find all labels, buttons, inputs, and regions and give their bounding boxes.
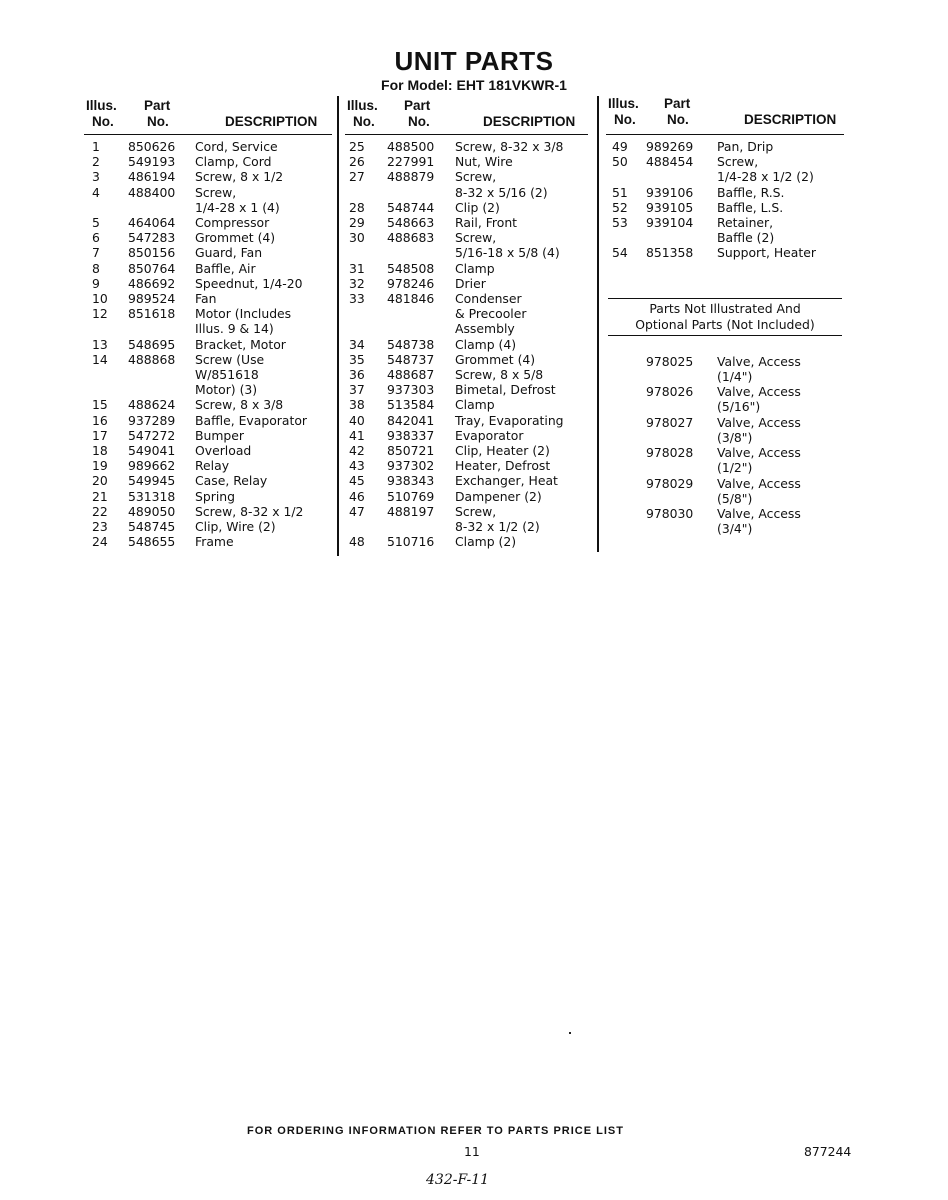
illus-number: 2 [92,154,100,170]
part-number: 548744 [387,199,435,215]
table-row [84,443,332,458]
part-number: 488624 [128,397,176,413]
table-row [345,169,588,184]
part-description: Valve, Access [717,506,801,521]
illus-number: 28 [349,199,365,215]
part-number: 510769 [387,488,435,504]
table-row [345,337,588,352]
table-row [84,337,332,352]
table-row [84,139,332,154]
illus-number: 49 [612,139,628,154]
part-description: Screw, [455,230,497,246]
part-number: 939104 [646,215,694,230]
part-description: 8-32 x 5/16 (2) [455,184,548,200]
table-row [84,215,332,230]
part-description: Clamp (4) [455,336,517,352]
illus-number: 9 [92,275,100,291]
illus-number: 52 [612,199,628,215]
part-description: Baffle, Evaporator [195,412,307,428]
ordering-note: FOR ORDERING INFORMATION REFER TO PARTS PRICE LIST [247,1125,624,1137]
part-size: (3/8") [717,429,753,445]
description-header: DESCRIPTION [225,114,318,129]
part-description: Screw, [455,169,497,185]
illus-number: 3 [92,169,100,185]
part-description: 8-32 x 1/2 (2) [455,519,540,534]
part-description: Fan [195,291,217,306]
part-number: 989524 [128,291,176,306]
illus-header: Illus. [347,98,378,113]
illus-number: 17 [92,427,108,443]
part-number: 978028 [646,445,694,461]
part-description: Cord, Service [195,139,278,154]
part-description: Case, Relay [195,473,268,489]
part-description: Valve, Access [717,384,801,400]
part-number: 547272 [128,427,176,443]
table-row [84,473,332,488]
table-row [84,154,332,169]
part-description: Condenser [455,291,522,306]
part-description: Evaporator [455,427,524,443]
table-row [345,397,588,412]
illus-number: 10 [92,291,108,306]
column-header: Illus. No. Part No. DESCRIPTION [606,96,844,135]
table-row [84,291,332,306]
part-description: Nut, Wire [455,154,513,170]
illus-number: 35 [349,351,365,367]
part-description: Screw, 8-32 x 3/8 [455,139,564,154]
part-description: Screw, 8 x 5/8 [455,367,544,382]
table-row [84,261,332,276]
part-description: 1/4-28 x 1/2 (2) [717,169,814,185]
part-number: 851618 [128,306,176,322]
part-header: Part [144,98,171,113]
part-number: 549193 [128,154,176,170]
description-header: DESCRIPTION [744,112,837,127]
table-row [84,245,332,260]
table-row [84,519,332,534]
part-description: Tray, Evaporating [455,412,564,428]
part-number: 486194 [128,169,176,185]
part-number: 488879 [387,169,435,185]
part-number: 989662 [128,458,176,474]
part-size: (3/4") [717,521,753,536]
illus-number: 29 [349,215,365,230]
page-title: UNIT PARTS [394,46,554,76]
illus-number: 30 [349,230,365,246]
table-row [84,352,332,367]
table-row [345,245,588,260]
illus-number: 50 [612,154,628,170]
illus-number: 19 [92,458,108,474]
part-description: Valve, Access [717,414,801,430]
illus-header: Illus. [86,98,117,113]
part-description: Clamp [455,397,495,413]
part-description: Baffle, L.S. [717,199,784,215]
table-row [84,413,332,428]
table-row [606,139,844,154]
table-row [345,200,588,215]
parts-column-3 [606,96,844,261]
table-row [345,519,588,534]
illus-number: 33 [349,291,365,306]
part-number: 978246 [387,275,435,291]
part-description: Dampener (2) [455,488,542,504]
part-number: 978030 [646,506,694,521]
part-number: 842041 [387,412,435,428]
illus-number: 43 [349,458,365,474]
part-description: Motor (Includes [195,306,292,322]
table-row [84,306,332,321]
part-number: 488454 [646,154,694,170]
table-row [345,352,588,367]
illus-number: 32 [349,275,365,291]
table-row [84,169,332,184]
part-description: Clamp [455,260,495,276]
optional-parts-heading: Parts Not Illustrated And Optional Parts (Not Included) [635,301,815,332]
illus-number: 31 [349,260,365,276]
part-number: 850764 [128,260,176,276]
illus-number: 18 [92,443,108,458]
part-description: Support, Heater [717,245,816,261]
part-description: & Precooler [455,306,527,322]
illus-number: 15 [92,397,108,413]
table-row [345,230,588,245]
illus-number: 20 [92,473,108,489]
document-number: 877244 [804,1144,852,1159]
part-number: 488687 [387,367,435,382]
illus-number: 25 [349,139,365,154]
table-row [345,534,588,549]
part-description: Speednut, 1/4-20 [195,275,303,291]
table-row [606,200,844,215]
table-row [84,504,332,519]
part-description: Screw, 8 x 1/2 [195,169,284,185]
part-number: 549041 [128,443,176,458]
part-description: Assembly [455,321,515,337]
part-description: Screw, [195,184,237,200]
illus-number: 38 [349,397,365,413]
part-number: 489050 [128,503,176,519]
part-description: Valve, Access [717,445,801,461]
part-description: W/851618 [195,367,259,382]
illus-number: 47 [349,503,365,519]
table-row [345,215,588,230]
part-size: (5/8") [717,490,753,506]
illus-number: 45 [349,473,365,489]
table-row [84,428,332,443]
part-number: 548737 [387,351,435,367]
part-size: (1/2") [717,460,753,476]
part-number: 937302 [387,458,435,474]
part-description: Clip, Wire (2) [195,519,276,534]
part-size: (1/4") [717,369,753,384]
part-number: 488400 [128,184,176,200]
part-number: 481846 [387,291,435,306]
illus-number: 6 [92,230,100,246]
part-number: 548655 [128,534,176,550]
part-number: 486692 [128,275,176,291]
part-description: Retainer, [717,215,774,230]
illus-number: 37 [349,382,365,398]
page-number: 11 [464,1144,480,1159]
illus-number: 41 [349,427,365,443]
part-number: 531318 [128,488,176,504]
illus-number: 40 [349,412,365,428]
part-number: 513584 [387,397,435,413]
illus-number: 36 [349,367,365,382]
part-number: 510716 [387,534,435,550]
illus-number: 12 [92,306,108,322]
part-number: 488868 [128,351,176,367]
handwritten-note: 432-F-11 [426,1172,490,1188]
part-description: Baffle (2) [717,230,775,246]
illus-number: 7 [92,245,100,261]
illus-number: 13 [92,336,108,352]
part-number: 939105 [646,199,694,215]
table-row [84,397,332,412]
table-row [84,321,332,336]
speck [569,1032,571,1034]
part-description: Valve, Access [717,354,801,369]
part-number: 549945 [128,473,176,489]
illus-number: 1 [92,139,100,154]
part-description: Rail, Front [455,215,518,230]
table-row [606,215,844,230]
part-number: 488500 [387,139,435,154]
table-row [345,306,588,321]
part-description: Exchanger, Heat [455,473,558,489]
illus-number: 16 [92,412,108,428]
part-number: 937289 [128,412,176,428]
part-description: Heater, Defrost [455,458,551,474]
column-divider [597,96,599,552]
table-row [345,428,588,443]
part-number: 938337 [387,427,435,443]
illus-number: 24 [92,534,108,550]
illus-number: 46 [349,488,365,504]
part-description: Clip (2) [455,199,500,215]
table-row [345,504,588,519]
part-number: 850156 [128,245,176,261]
part-description: Bumper [195,427,245,443]
part-number: 978027 [646,414,694,430]
part-number: 464064 [128,215,176,230]
part-description: Frame [195,534,234,550]
part-description: Clip, Heater (2) [455,443,550,458]
part-description: Baffle, Air [195,260,256,276]
part-number: 978029 [646,475,694,491]
optional-parts-rule-bottom [608,335,842,336]
part-number: 937303 [387,382,435,398]
illus-number: 54 [612,245,628,261]
illus-number: 4 [92,184,100,200]
part-description: Screw (Use [195,351,265,367]
part-description: Compressor [195,215,270,230]
part-header: Part [404,98,431,113]
table-row [345,382,588,397]
part-description: Guard, Fan [195,245,263,261]
part-number: 548738 [387,336,435,352]
table-row [345,139,588,154]
part-description: Screw, [717,154,759,170]
part-number: 850721 [387,443,435,458]
part-size: (5/16") [717,399,761,415]
illus-number: 27 [349,169,365,185]
illus-number: 14 [92,351,108,367]
table-row [345,321,588,336]
part-description: Motor) (3) [195,382,258,398]
part-description: Bracket, Motor [195,336,286,352]
table-row [84,185,332,200]
table-row [606,230,844,245]
illus-number: 51 [612,184,628,200]
table-row [345,489,588,504]
part-description: Clamp (2) [455,534,517,550]
part-description: Screw, 8 x 3/8 [195,397,284,413]
part-description: Relay [195,458,230,474]
illus-number: 23 [92,519,108,534]
part-number: 548663 [387,215,435,230]
part-number: 547283 [128,230,176,246]
part-description: Drier [455,275,486,291]
column-header: Illus. No. Part No. DESCRIPTION [84,96,332,135]
part-description: 1/4-28 x 1 (4) [195,199,280,215]
table-row [606,245,844,260]
table-row [345,458,588,473]
illus-number: 42 [349,443,365,458]
column-divider [337,96,339,556]
part-number: 488683 [387,230,435,246]
part-description: Pan, Drip [717,139,774,154]
part-number: 227991 [387,154,435,170]
table-row [84,230,332,245]
table-row [606,154,844,169]
illus-number: 8 [92,260,100,276]
part-description: Screw, [455,503,497,519]
table-row [84,382,332,397]
illus-header: Illus. [608,96,639,111]
illus-number: 26 [349,154,365,170]
table-row [345,367,588,382]
part-number: 978026 [646,384,694,400]
part-number: 548695 [128,336,176,352]
table-row [345,261,588,276]
part-description: Overload [195,443,252,458]
part-description: Screw, 8-32 x 1/2 [195,503,304,519]
table-row [345,291,588,306]
part-number: 938343 [387,473,435,489]
illus-number: 53 [612,215,628,230]
part-number: 989269 [646,139,694,154]
table-row [84,489,332,504]
table-row [606,169,844,184]
parts-column-2 [345,96,588,550]
illus-number: 22 [92,503,108,519]
table-row [345,276,588,291]
part-number: 488197 [387,503,435,519]
part-number: 850626 [128,139,176,154]
part-number: 548745 [128,519,176,534]
part-description: Baffle, R.S. [717,184,785,200]
part-description: Valve, Access [717,475,801,491]
part-number: 939106 [646,184,694,200]
table-row [345,443,588,458]
part-description: Clamp, Cord [195,154,272,170]
part-description: Spring [195,488,235,504]
part-number: 978025 [646,354,694,369]
table-row [345,185,588,200]
illus-number: 21 [92,488,108,504]
part-description: Bimetal, Defrost [455,382,556,398]
column-header: Illus. No. Part No. DESCRIPTION [345,96,588,135]
illus-number: 5 [92,215,100,230]
illus-number: 48 [349,534,365,550]
table-row [84,200,332,215]
table-row [345,473,588,488]
optional-parts-rule-top [608,298,842,299]
table-row [606,185,844,200]
parts-column-1 [84,96,332,550]
table-row [345,413,588,428]
table-row [84,534,332,549]
illus-number: 34 [349,336,365,352]
model-subtitle: For Model: EHT 181VKWR-1 [381,77,567,93]
part-description: Illus. 9 & 14) [195,321,274,337]
part-description: Grommet (4) [195,230,276,246]
table-row [84,367,332,382]
table-row [84,458,332,473]
part-header: Part [664,96,691,111]
part-description: 5/16-18 x 5/8 (4) [455,245,560,261]
part-number: 548508 [387,260,435,276]
table-row [345,154,588,169]
table-row [84,276,332,291]
part-number: 851358 [646,245,694,261]
description-header: DESCRIPTION [483,114,576,129]
part-description: Grommet (4) [455,351,536,367]
